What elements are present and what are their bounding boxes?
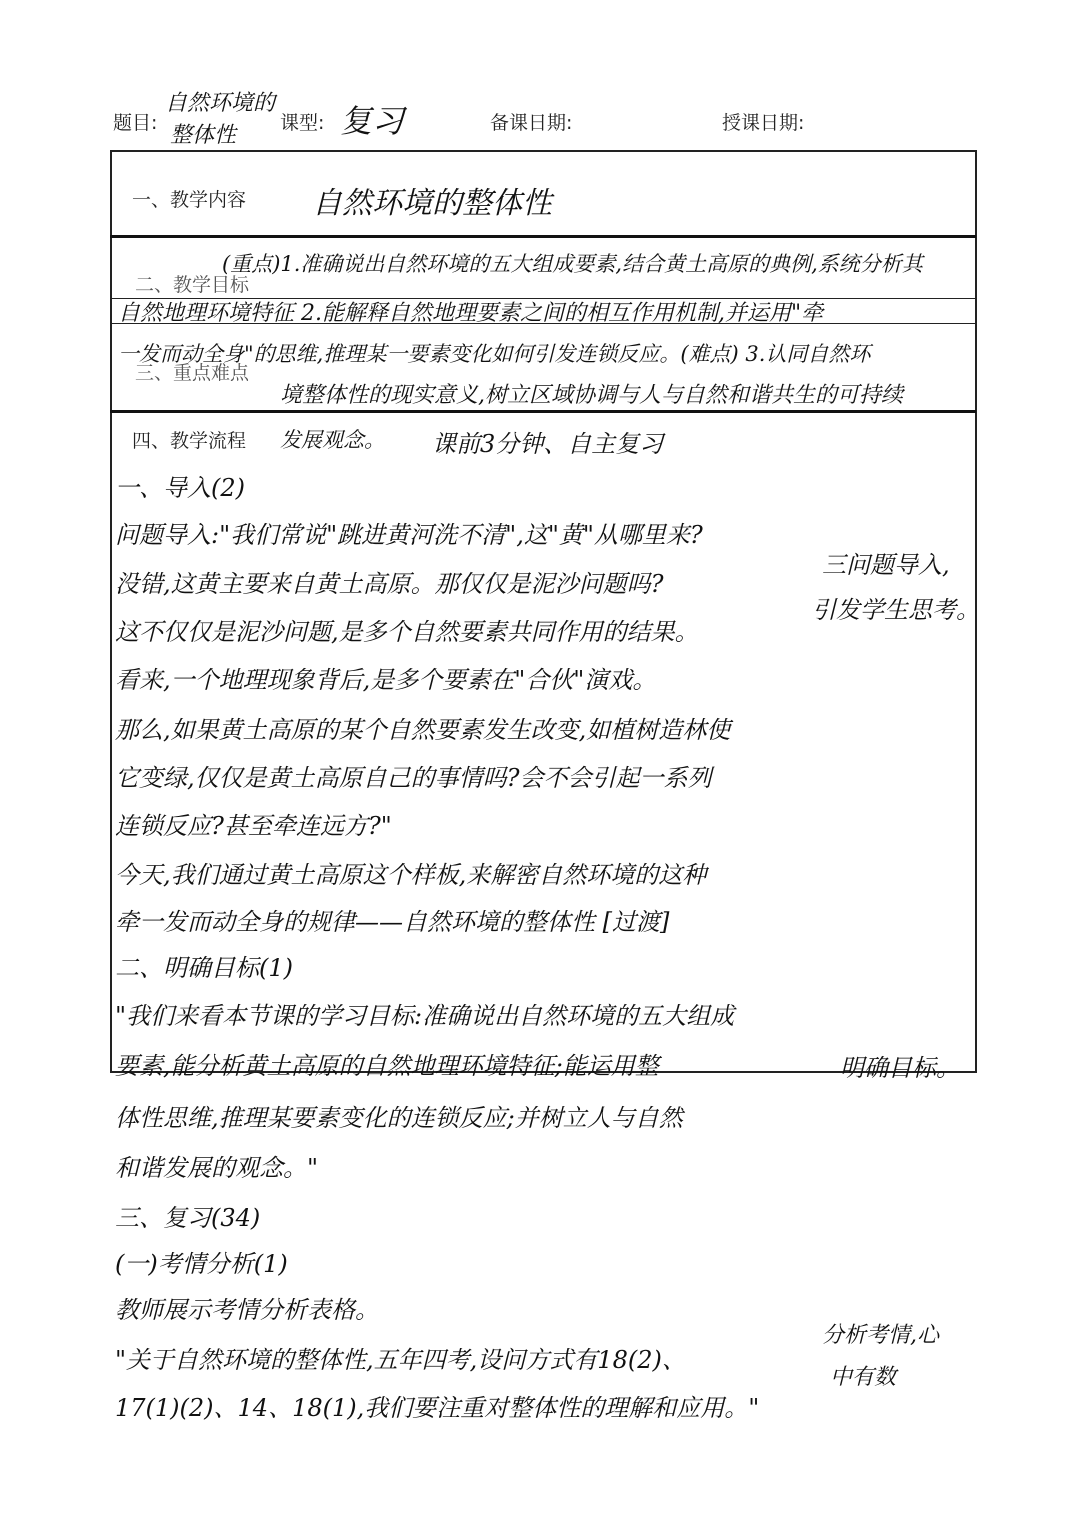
subsection-heading-exam-analysis: (一)考情分析(1): [115, 1250, 288, 1278]
lesson-type-value: 复习: [340, 102, 405, 140]
side-note-goals: 明确目标。: [840, 1054, 960, 1082]
flow-text-line: 没错,这黄主要来自黄土高原。那仅仅是泥沙问题吗?: [115, 570, 664, 598]
side-note-intro-1: 三问题导入,: [822, 551, 950, 579]
row-divider-difficulty: [110, 410, 976, 413]
row-divider-content: [110, 235, 976, 238]
prep-date-label: 备课日期:: [490, 112, 573, 134]
flow-pre-class: 课前3分钟、自主复习: [432, 430, 664, 458]
flow-text-line: 牵一发而动全身的规律——自然环境的整体性 [过渡]: [115, 908, 670, 936]
flow-text-line: 要素,能分析黄土高原的自然地理环境特征;能运用整: [115, 1052, 659, 1080]
flow-text-line: 今天,我们通过黄土高原这个样板,来解密自然环境的这种: [115, 861, 707, 889]
topic-value-line2: 整体性: [170, 123, 237, 148]
flow-label: 四、教学流程: [132, 430, 247, 452]
topic-value-line1: 自然环境的: [165, 91, 276, 116]
flow-text-line: "我们来看本节课的学习目标:准确说出自然环境的五大组成: [115, 1002, 735, 1030]
flow-text-line: 连锁反应?甚至牵连远方?": [115, 812, 392, 840]
flow-text-line: 17(1)(2)、14、18(1),我们要注重对整体性的理解和应用。": [115, 1394, 760, 1422]
goal-line-2: 自然地理环境特征 2.能解释自然地理要素之间的相互作用机制,并运用"牵: [118, 301, 824, 326]
goal-line-4: 境整体性的现实意义,树立区域协调与人与自然和谐共生的可持续: [280, 383, 903, 408]
topic-label: 题目:: [113, 112, 158, 134]
flow-text-line: 教师展示考情分析表格。: [115, 1296, 379, 1324]
flow-note: 发展观念。: [280, 428, 385, 452]
lesson-type-label: 课型:: [280, 112, 325, 134]
flow-text-line: "关于自然环境的整体性,五年四考,设问方式有18(2)、: [115, 1346, 686, 1374]
content-label: 一、教学内容: [132, 189, 247, 211]
section-heading-intro: 一、导入(2): [115, 474, 245, 502]
flow-text-line: 体性思维,推理某要素变化的连锁反应;并树立人与自然: [115, 1104, 683, 1132]
flow-text-line: 问题导入:"我们常说"跳进黄河洗不清",这"黄"从哪里来?: [115, 521, 703, 549]
goal-line-1: (重点)1.准确说出自然环境的五大组成要素,结合黄土高原的典例,系统分析其: [222, 252, 923, 276]
table-top-border: [110, 150, 976, 152]
section-heading-goals: 二、明确目标(1): [115, 954, 293, 982]
flow-text-line: 它变绿,仅仅是黄土高原自己的事情吗?会不会引起一系列: [115, 764, 712, 792]
flow-text-line: 和谐发展的观念。": [115, 1154, 319, 1182]
flow-text-line: 这不仅仅是泥沙问题,是多个自然要素共同作用的结果。: [115, 618, 699, 646]
goal-label: 二、教学目标: [135, 274, 250, 296]
difficulty-label: 三、重点难点: [135, 362, 250, 384]
flow-text-line: 那么,如果黄土高原的某个自然要素发生改变,如植树造林使: [115, 716, 731, 744]
section-heading-review: 三、复习(34): [115, 1204, 261, 1232]
teach-date-label: 授课日期:: [722, 112, 805, 134]
side-note-exam-1: 分析考情,心: [822, 1323, 939, 1348]
side-note-intro-2: 引发学生思考。: [812, 596, 980, 624]
table-left-border: [110, 150, 112, 1072]
side-note-exam-2: 中有数: [830, 1365, 897, 1390]
content-value: 自然环境的整体性: [312, 186, 552, 221]
goal-line-3: 一发而动全身"的思维,推理某一要素变化如何引发连锁反应。(难点) 3.认同自然环: [118, 342, 871, 366]
flow-text-line: 看来,一个地理现象背后,是多个要素在"合伙"演戏。: [115, 666, 657, 694]
